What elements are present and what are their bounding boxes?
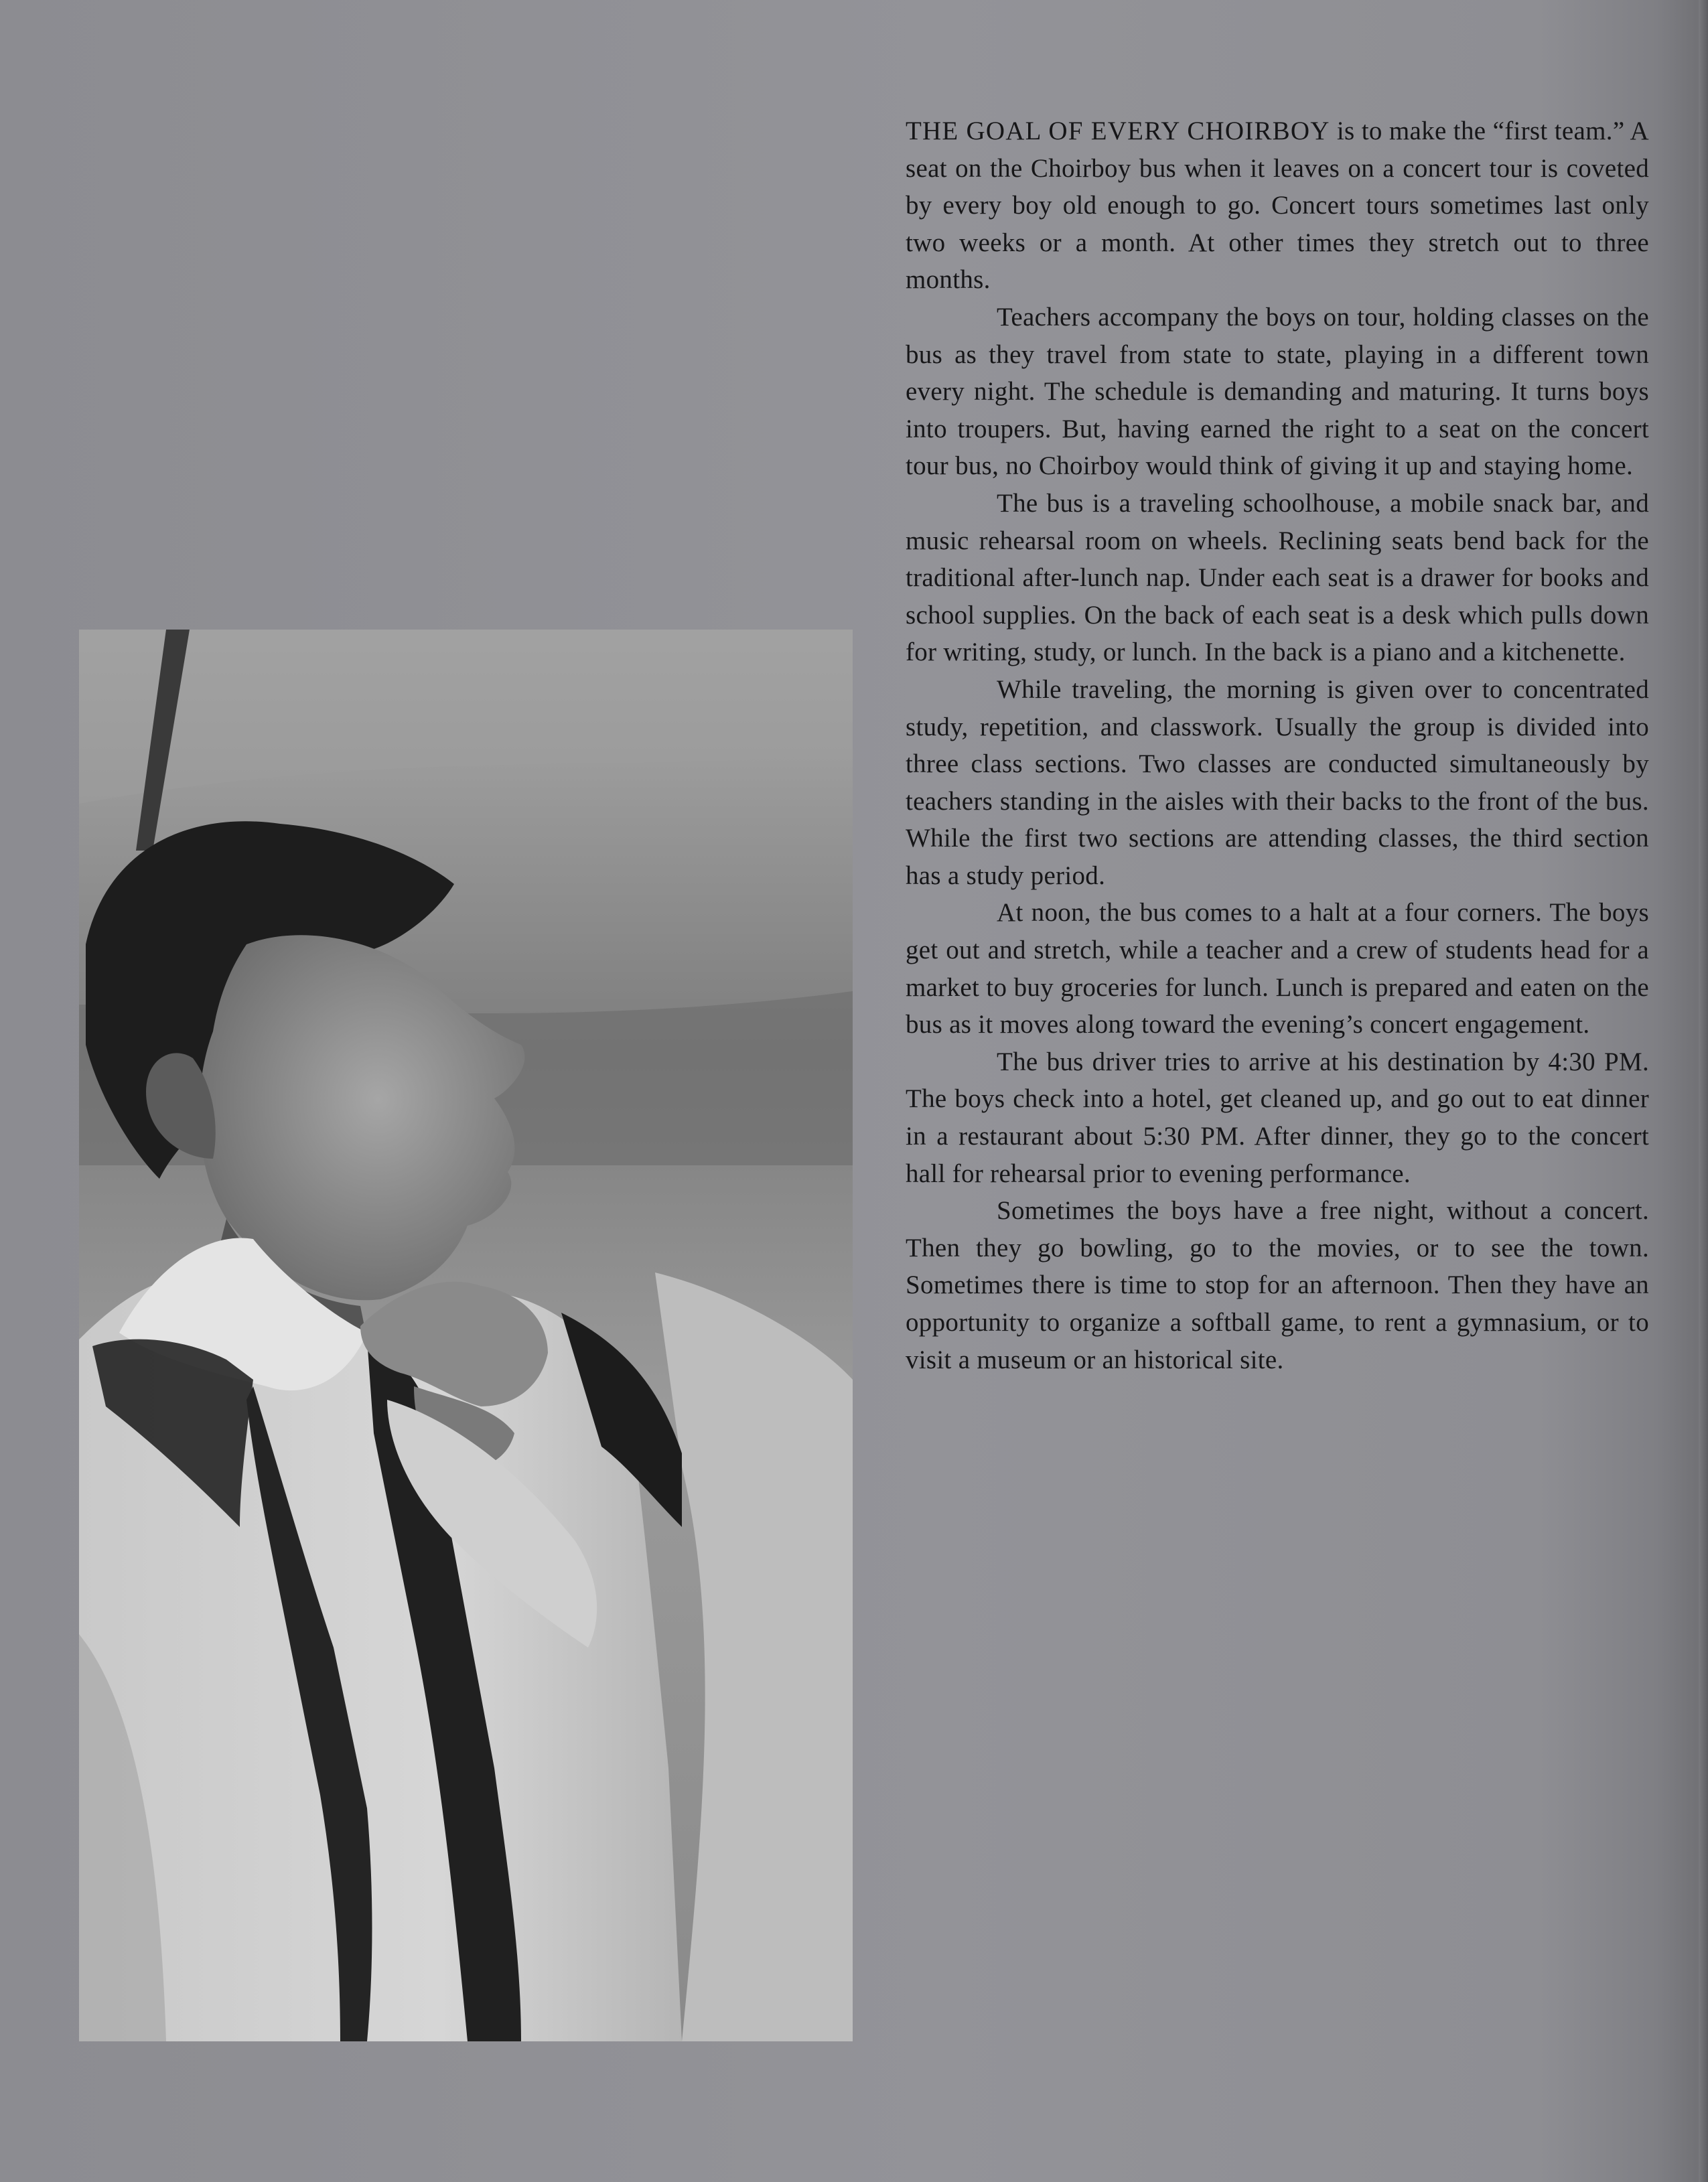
page-edge-shadow <box>1699 0 1708 2182</box>
article-text <box>906 113 1649 1378</box>
first-paragraph-rest: is to make the “first team.” A seat on the Choirboy bus when it leaves on a concert tour is coveted by every boy old enough to go. Concert tours sometimes last only two weeks or a month. At other times they stretch out to three months. <box>906 117 1649 295</box>
article-paragraph-1 <box>906 113 1649 299</box>
article-paragraph-7: Sometimes the boys have a free night, without a concert. Then they go bowling, go to the movies, or to see the town. Sometimes there is time to stop for an afternoon. Then they have an opportunity to organize a softball game, to rent a gymnasium, or to visit a museum or an historical site. <box>906 1196 1649 1374</box>
article-paragraph-3: The bus is a traveling schoolhouse, a mobile snack bar, and music rehearsal room on wheels. Reclining seats bend back for the traditional after-lunch nap. Under each seat is a drawer for books and school supplies. On the back of each seat is a desk which pulls down for writing, study, or lunch. In the back is a piano and a kitchenette. <box>906 488 1649 667</box>
lead-caps: THE GOAL OF EVERY CHOIRBOY <box>906 117 1330 145</box>
choirboy-photo <box>79 630 853 2041</box>
article-paragraph-2: Teachers accompany the boys on tour, holding classes on the bus as they travel from state to state, playing in a different town every night. The schedule is demanding and maturing. It turns boys into troupers. But, having earned the right to a seat on the concert tour bus, no Choirboy would think of giving it up and staying home. <box>906 302 1649 481</box>
article-paragraph-5: At noon, the bus comes to a halt at a four corners. The boys get out and stretch, while a teacher and a crew of students head for a market to buy groceries for lunch. Lunch is prepared and eaten on the bus as it moves along toward the evening’s concert engagement. <box>906 898 1649 1039</box>
article-paragraph-6: The bus driver tries to arrive at his destination by 4:30 PM. The boys check into a hotel, get cleaned up, and go out to eat dinner in a restaurant about 5:30 PM. After dinner, they go to the concert hall for rehearsal prior to evening performance. <box>906 1047 1649 1188</box>
article-paragraph-4: While traveling, the morning is given over to concentrated study, repetition, and classwork. Usually the group is divided into three class sections. Two classes are conducted simultaneously by teachers standing in the aisles with their backs to the front of the bus. While the first two sections are attending classes, the third section has a study period. <box>906 674 1649 890</box>
